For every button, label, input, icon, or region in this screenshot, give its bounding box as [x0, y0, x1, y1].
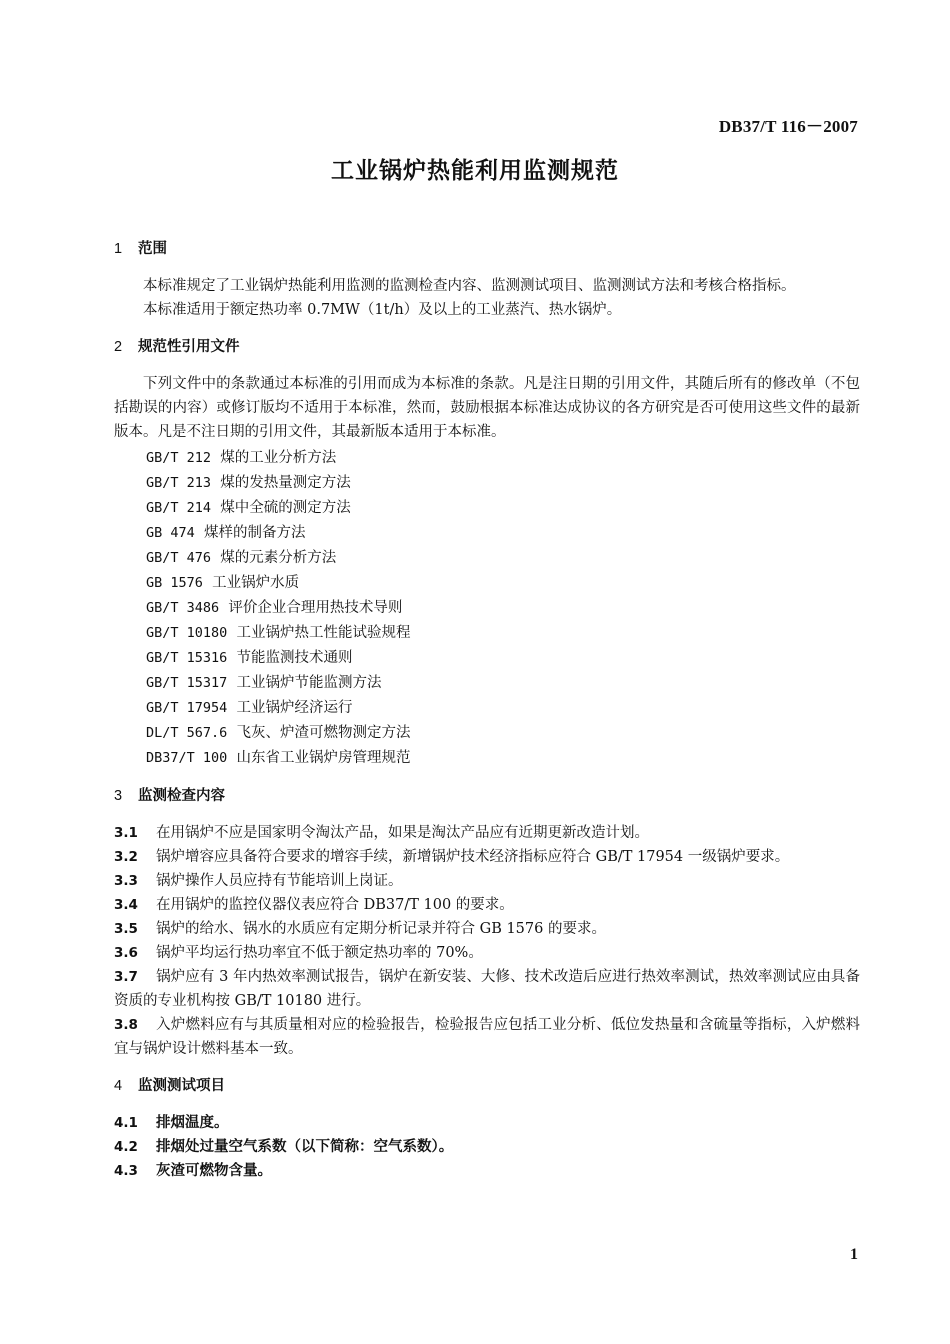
section-heading-scope [114, 238, 860, 260]
clause-text: 在用锅炉的监控仪器仪表应符合 DB37/T 100 的要求。 [156, 897, 514, 913]
clause-text: 排烟处过量空气系数（以下简称：空气系数）。 [156, 1139, 454, 1155]
standard-code: DB37/T 116－2007 [718, 117, 858, 136]
reference-item [114, 446, 860, 471]
section-title: 监测测试项目 [138, 1078, 225, 1094]
page-number: 1 [850, 1246, 858, 1263]
reference-code: GB 1576 [146, 575, 203, 591]
document-title: 工业锅炉热能利用监测规范 [331, 158, 619, 184]
clause-number: 4.3 [114, 1163, 138, 1179]
section-number: 3 [114, 788, 123, 804]
reference-code: GB/T 17954 [146, 700, 228, 716]
section-title: 范围 [138, 241, 167, 257]
clause-number: 3.1 [114, 825, 138, 841]
clause-number: 4.2 [114, 1139, 138, 1155]
reference-name: 煤的工业分析方法 [220, 450, 337, 466]
clause-text: 锅炉的给水、锅水的水质应有定期分析记录并符合 GB 1576 的要求。 [156, 921, 606, 937]
reference-name: 工业锅炉经济运行 [236, 700, 353, 716]
reference-code: DL/T 567.6 [146, 725, 228, 741]
clause-item [114, 965, 860, 1013]
clause-list [114, 821, 860, 1061]
reference-code: GB/T 10180 [146, 625, 228, 641]
reference-name: 煤样的制备方法 [204, 525, 306, 541]
reference-code: GB/T 213 [146, 475, 212, 491]
reference-list [114, 446, 860, 771]
reference-item [114, 671, 860, 696]
section-heading-test-items [114, 1075, 860, 1097]
clause-number: 3.5 [114, 921, 138, 937]
reference-code: GB/T 3486 [146, 600, 220, 616]
reference-item [114, 521, 860, 546]
clause-text: 锅炉应有 3 年内热效率测试报告，锅炉在新安装、大修、技术改造后应进行热效率测试，热效率测试应由具备资质的专业机构按 GB/T 10180 进行。 [114, 969, 860, 1009]
reference-code: DB37/T 100 [146, 750, 228, 766]
reference-name: 工业锅炉节能监测方法 [236, 675, 382, 691]
clause-number: 3.7 [114, 969, 138, 985]
clause-text: 入炉燃料应有与其质量相对应的检验报告，检验报告应包括工业分析、低位发热量和含硫量等指标，入炉燃料宜与锅炉设计燃料基本一致。 [114, 1017, 860, 1057]
document-body [114, 238, 860, 1183]
paragraph: 本标准适用于额定热功率 0.7MW（1t/h）及以上的工业蒸汽、热水锅炉。 [143, 302, 622, 318]
clause-number: 3.8 [114, 1017, 138, 1033]
reference-code: GB/T 15317 [146, 675, 228, 691]
clause-item [114, 869, 860, 893]
reference-name: 煤的元素分析方法 [220, 550, 337, 566]
reference-item [114, 746, 860, 771]
reference-item [114, 721, 860, 746]
reference-item [114, 646, 860, 671]
clause-item [114, 1159, 860, 1183]
section-number: 2 [114, 339, 123, 355]
reference-item [114, 471, 860, 496]
reference-name: 评价企业合理用热技术导则 [228, 600, 403, 616]
section-heading-normative-references [114, 336, 860, 358]
reference-name: 山东省工业锅炉房管理规范 [236, 750, 411, 766]
clause-number: 3.6 [114, 945, 138, 961]
clause-item [114, 1013, 860, 1061]
reference-item [114, 571, 860, 596]
clause-text: 灰渣可燃物含量。 [156, 1163, 272, 1179]
clause-item [114, 821, 860, 845]
section-number: 4 [114, 1078, 123, 1094]
section-number: 1 [114, 241, 123, 257]
reference-name: 煤中全硫的测定方法 [220, 500, 351, 516]
clause-text: 排烟温度。 [156, 1115, 229, 1131]
reference-name: 飞灰、炉渣可燃物测定方法 [236, 725, 411, 741]
reference-item [114, 696, 860, 721]
reference-item [114, 621, 860, 646]
reference-item [114, 496, 860, 521]
section-heading-inspection-content [114, 785, 860, 807]
reference-code: GB 474 [146, 525, 195, 541]
reference-item [114, 546, 860, 571]
reference-name: 工业锅炉热工性能试验规程 [236, 625, 411, 641]
clause-number: 3.4 [114, 897, 138, 913]
clause-item [114, 893, 860, 917]
reference-name: 节能监测技术通则 [236, 650, 353, 666]
clause-text: 在用锅炉不应是国家明令淘汰产品，如果是淘汰产品应有近期更新改造计划。 [156, 825, 649, 841]
section-title: 规范性引用文件 [138, 339, 240, 355]
clause-item [114, 845, 860, 869]
clause-number: 3.3 [114, 873, 138, 889]
reference-code: GB/T 214 [146, 500, 212, 516]
reference-name: 工业锅炉水质 [212, 575, 300, 591]
clause-number: 4.1 [114, 1115, 138, 1131]
reference-name: 煤的发热量测定方法 [220, 475, 351, 491]
clause-item [114, 917, 860, 941]
clause-text: 锅炉平均运行热功率宜不低于额定热功率的 70%。 [156, 945, 483, 961]
reference-item [114, 596, 860, 621]
reference-code: GB/T 476 [146, 550, 212, 566]
clause-item [114, 941, 860, 965]
reference-code: GB/T 15316 [146, 650, 228, 666]
section-title: 监测检查内容 [138, 788, 225, 804]
paragraph: 下列文件中的条款通过本标准的引用而成为本标准的条款。凡是注日期的引用文件，其随后所有的修改单（不包括勘误的内容）或修订版均不适用于本标准，然而，鼓励根据本标准达成协议的各方研究是否可使用这些文件的最新版本。凡是不注日期的引用文件，其最新版本适用于本标准。 [114, 376, 860, 440]
paragraph: 本标准规定了工业锅炉热能利用监测的监测检查内容、监测测试项目、监测测试方法和考核合格指标。 [143, 278, 796, 294]
clause-text: 锅炉操作人员应持有节能培训上岗证。 [156, 873, 403, 889]
clause-item [114, 1135, 860, 1159]
clause-text: 锅炉增容应具备符合要求的增容手续，新增锅炉技术经济指标应符合 GB/T 17954 一级锅炉要求。 [156, 849, 790, 865]
clause-number: 3.2 [114, 849, 138, 865]
clause-item [114, 1111, 860, 1135]
reference-code: GB/T 212 [146, 450, 212, 466]
clause-list [114, 1111, 860, 1183]
